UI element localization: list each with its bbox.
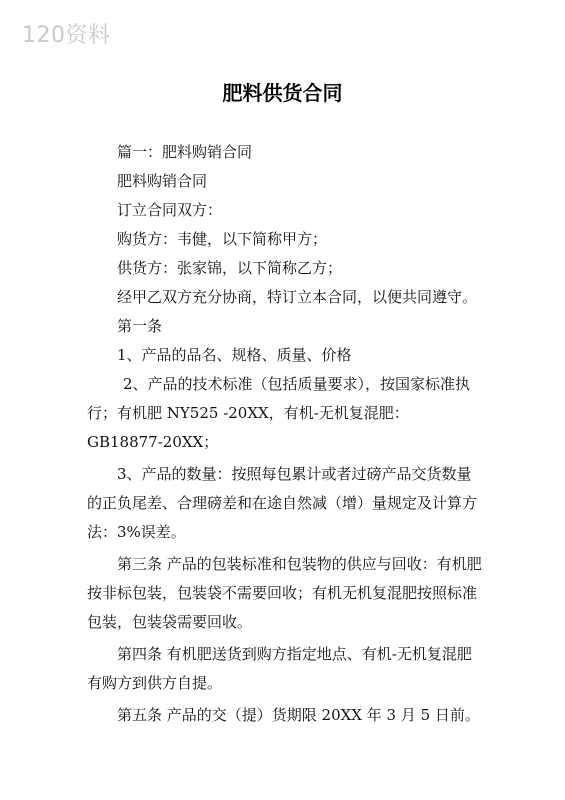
document-title: 肥料供货合同 xyxy=(222,81,343,105)
paragraph: 第四条 有机肥送货到购方指定地点、有机-无机复混肥有购方到供方自提。 xyxy=(87,645,472,692)
paragraph: 订立合同双方： xyxy=(117,201,223,219)
paragraph: 第一条 xyxy=(117,317,163,335)
watermark-logo: 120资料 xyxy=(22,23,111,48)
paragraph: 经甲乙双方充分协商，特订立本合同，以便共同遵守。 xyxy=(117,288,478,306)
paragraph: 购货方：韦健，以下简称甲方； xyxy=(117,230,328,248)
paragraph: 3、产品的数量：按照每包累计或者过磅产品交货数量的正负尾差、合理磅差和在途自然减（增）量规定及计算方法：3%误差。 xyxy=(87,465,478,541)
paragraph: 供货方：张家锦，以下简称乙方； xyxy=(117,259,343,277)
document-body xyxy=(87,138,482,730)
paragraph: 2、产品的技术标准（包括质量要求），按国家标准执行；有机肥 NY525 -20XX，有机-无机复混肥：GB18877-20XX； xyxy=(87,375,471,451)
paragraph: 肥料购销合同 xyxy=(117,172,208,190)
paragraph: 篇一：肥料购销合同 xyxy=(117,143,253,161)
paragraph: 第五条 产品的交（提）货期限 20XX 年 3 月 5 日前。 xyxy=(117,706,480,724)
paragraph: 第三条 产品的包装标准和包装物的供应与回收：有机肥按非标包装，包装袋不需要回收；有机无机复混肥按照标准包装，包装袋需要回收。 xyxy=(87,555,482,631)
paragraph: 1、产品的品名、规格、质量、价格 xyxy=(117,346,352,364)
